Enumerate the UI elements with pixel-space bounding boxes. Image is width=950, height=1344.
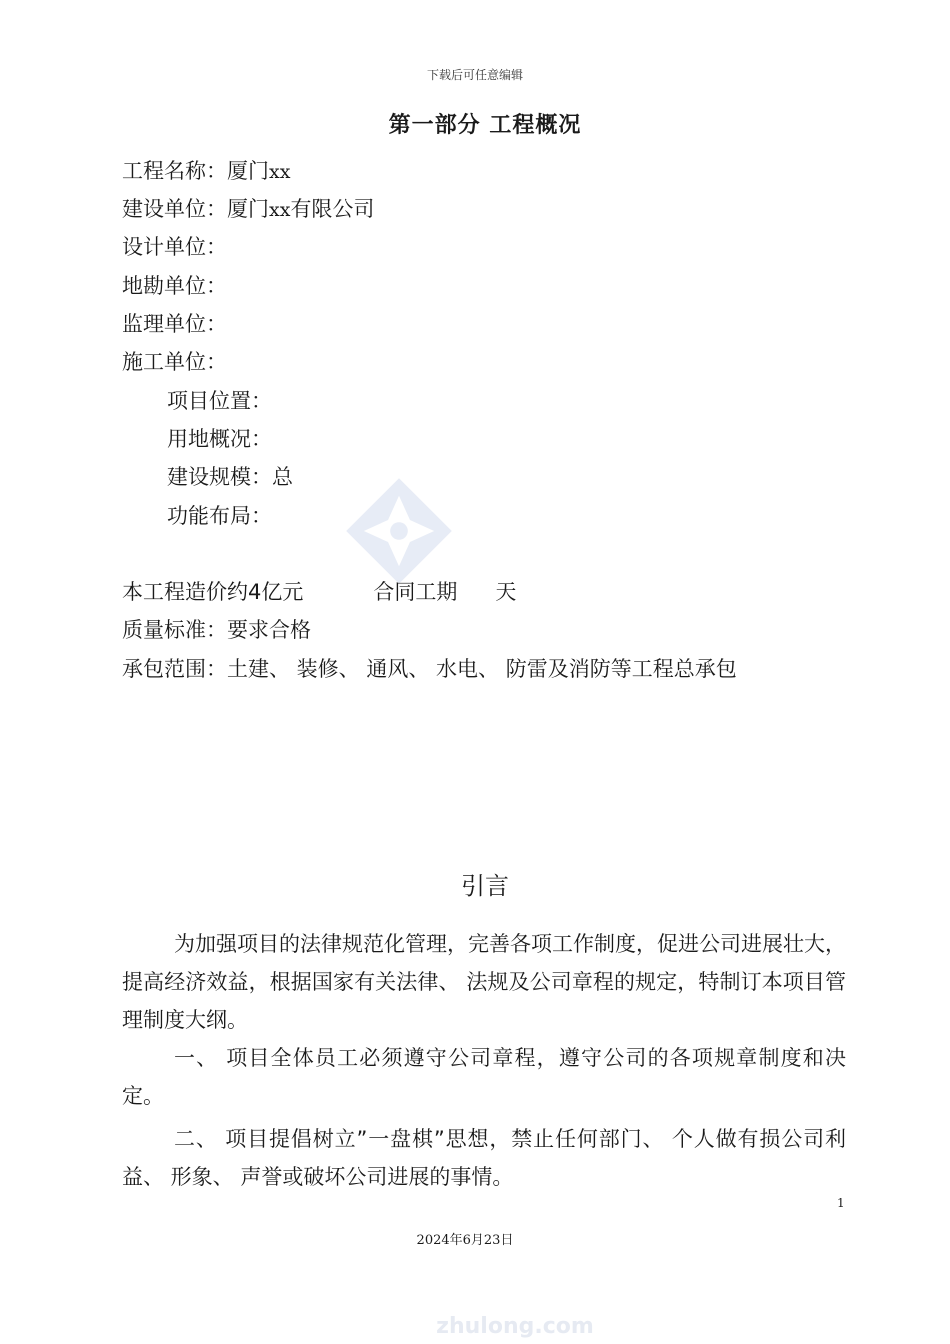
cost-row	[122, 578, 516, 606]
page-number: 1	[837, 1196, 845, 1210]
cost-text: 本工程造价约4亿元	[122, 580, 304, 604]
location-label: 项目位置：	[167, 389, 272, 413]
quality-value: 要求合格	[227, 618, 311, 642]
survey-label: 地勘单位：	[122, 274, 227, 298]
quality-row	[122, 616, 311, 644]
layout-label: 功能布局：	[167, 504, 272, 528]
land-label: 用地概况：	[167, 427, 272, 451]
zhulong-logo-icon	[344, 476, 454, 586]
builder-value-latin: xx	[269, 199, 291, 221]
project-name-label: 工程名称：	[122, 159, 227, 183]
intro-paragraph-1: 为加强项目的法律规范化管理，完善各项工作制度，促进公司进展壮大，提高经济效益，根据国家有关法律、 法规及公司章程的规定，特制订本项目管理制度大纲。	[122, 932, 846, 1032]
builder-row	[122, 195, 374, 224]
builder-value-a: 厦门	[227, 197, 269, 221]
builder-value-b: 有限公司	[290, 197, 375, 221]
scale-row	[167, 463, 293, 491]
scope-value: 土建、 装修、 通风、 水电、 防雷及消防等工程总承包	[227, 657, 737, 681]
scope-row	[122, 655, 737, 683]
watermark-text: zhulong.com	[436, 1314, 594, 1339]
period-unit: 天	[495, 580, 517, 604]
intro-paragraph-3: 二、 项目提倡树立”一盘棋”思想，禁止任何部门、 个人做有损公司利益、 形象、 声誉或破坏公司进展的事情。	[122, 1127, 846, 1189]
intro-title: 引言	[461, 872, 509, 900]
designer-label: 设计单位：	[122, 235, 227, 259]
scale-value: 总	[272, 465, 293, 489]
period-label: 合同工期	[373, 580, 458, 604]
footer-date: 2024年6月23日	[416, 1233, 514, 1248]
scope-label: 承包范围：	[122, 657, 227, 681]
builder-label: 建设单位：	[122, 197, 227, 221]
project-name-value: 厦门	[227, 159, 269, 183]
header-note: 下载后可任意编辑	[426, 68, 523, 82]
project-name-row	[122, 157, 290, 186]
scale-label: 建设规模：	[167, 465, 272, 489]
contractor-label: 施工单位：	[122, 350, 227, 374]
project-name-latin: xx	[269, 161, 291, 183]
supervisor-label: 监理单位：	[122, 312, 227, 336]
quality-label: 质量标准：	[122, 618, 227, 642]
intro-paragraph-2: 一、 项目全体员工必须遵守公司章程，遵守公司的各项规章制度和决定。	[122, 1046, 846, 1108]
section-title: 第一部分 工程概况	[388, 113, 582, 138]
